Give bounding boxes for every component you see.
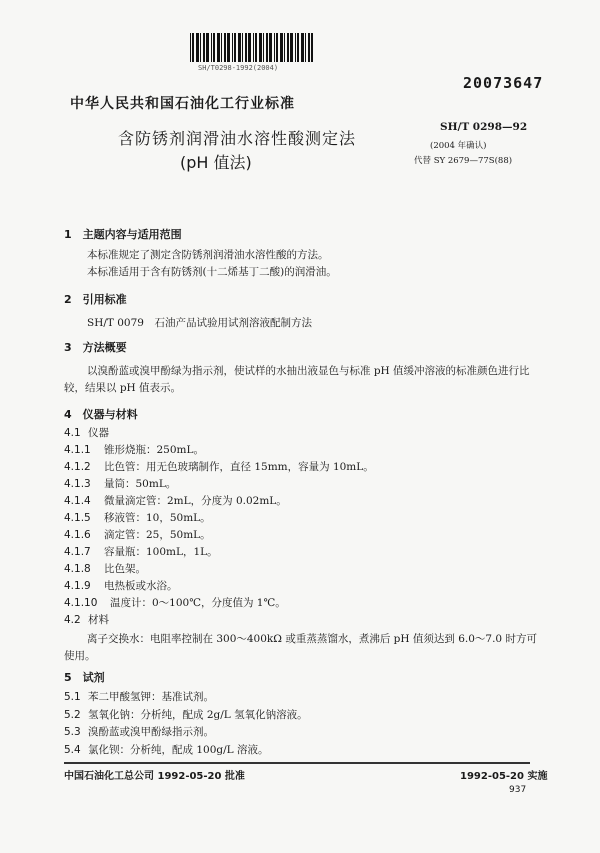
list-item bbox=[64, 743, 268, 757]
barcode-bar bbox=[280, 33, 283, 62]
item-number: 4.1.5 bbox=[64, 512, 91, 524]
list-item bbox=[64, 596, 286, 610]
section-5-heading: 5 试剂 bbox=[64, 671, 105, 684]
item-number: 4.1.1 bbox=[64, 444, 91, 456]
list-item bbox=[64, 725, 214, 739]
standard-number: SH/T 0298—92 bbox=[440, 121, 528, 133]
item-number: 4.1.10 bbox=[64, 597, 98, 609]
item-number: 4.1.7 bbox=[64, 546, 91, 558]
barcode-bar bbox=[217, 33, 220, 62]
item-number: 5.1 bbox=[64, 691, 81, 703]
barcode-bar bbox=[305, 33, 306, 62]
item-text: 锥形烧瓶：250mL。 bbox=[104, 444, 204, 456]
barcode-bar bbox=[221, 33, 222, 62]
list-item bbox=[64, 528, 211, 542]
section-1-heading: 1 主题内容与适用范围 bbox=[64, 228, 182, 241]
item-number: 5.4 bbox=[64, 743, 81, 756]
barcode-bar bbox=[206, 33, 209, 62]
item-text: 溴酚蓝或溴甲酚绿指示剂。 bbox=[88, 726, 214, 738]
item-text: 电热板或水浴。 bbox=[104, 580, 178, 592]
barcode-bar bbox=[276, 33, 278, 62]
serial-number: 20073647 bbox=[463, 74, 544, 92]
item-number: 4.1.9 bbox=[64, 580, 91, 592]
list-item bbox=[64, 494, 287, 508]
barcode-bar bbox=[255, 33, 257, 62]
item-text: 氯化钡：分析纯，配成 100g/L 溶液。 bbox=[88, 743, 269, 756]
barcode-bar bbox=[248, 33, 251, 62]
barcode-bar bbox=[227, 33, 230, 62]
section-2-heading: 2 引用标准 bbox=[64, 293, 127, 306]
barcode-bar bbox=[274, 33, 275, 62]
barcode-bar bbox=[203, 33, 205, 62]
list-item bbox=[64, 477, 176, 491]
list-item bbox=[64, 562, 146, 576]
barcode-bar bbox=[308, 33, 310, 62]
barcode-bar bbox=[213, 33, 215, 62]
list-item bbox=[64, 460, 374, 474]
barcode-bar bbox=[200, 33, 201, 62]
item-text: 滴定管：25，50mL。 bbox=[104, 529, 211, 541]
barcode-bar bbox=[245, 33, 247, 62]
item-text: 比色管：用无色玻璃制作，直径 15mm，容量为 10mL。 bbox=[104, 461, 374, 473]
paragraph: 离子交换水：电阻率控制在 300～400kΩ 或重蒸蒸馏水，煮沸后 pH 值须达到 6.0～7.0 时方可 bbox=[87, 633, 537, 645]
item-number: 5.3 bbox=[64, 726, 81, 738]
paragraph: 使用。 bbox=[64, 650, 96, 662]
list-item bbox=[64, 511, 211, 525]
page-subtitle: (pH 值法) bbox=[180, 153, 252, 172]
item-text: 量筒：50mL。 bbox=[104, 478, 177, 490]
confirmed-year: (2004 年确认) bbox=[430, 141, 487, 151]
list-item bbox=[64, 708, 308, 722]
footer-divider bbox=[64, 762, 530, 764]
barcode-bar bbox=[311, 33, 313, 62]
list-item bbox=[64, 579, 178, 593]
barcode-bar bbox=[242, 33, 243, 62]
issuing-org: 中华人民共和国石油化工行业标准 bbox=[70, 96, 295, 112]
paragraph: 以溴酚蓝或溴甲酚绿为指示剂，使试样的水抽出液显色与标准 pH 值缓冲溶液的标准颜色进行比 bbox=[87, 365, 530, 377]
barcode-bar bbox=[295, 33, 296, 62]
list-item bbox=[64, 443, 204, 457]
barcode-bar bbox=[290, 33, 293, 62]
barcode-bar bbox=[192, 33, 194, 62]
reference-item: SH/T 0079 石油产品试验用试剂溶液配制方法 bbox=[87, 317, 312, 329]
barcode-bar bbox=[224, 33, 226, 62]
item-number: 4.1.8 bbox=[64, 563, 91, 575]
barcode-bar bbox=[269, 33, 272, 62]
item-number: 4.1.6 bbox=[64, 529, 91, 541]
approval-info: 中国石油化工总公司 1992-05-20 批准 bbox=[64, 771, 245, 782]
barcode bbox=[190, 33, 313, 62]
barcode-bar bbox=[238, 33, 241, 62]
page-title: 含防锈剂润滑油水溶性酸测定法 bbox=[118, 129, 357, 148]
replaces-standard: 代替 SY 2679—77S(88) bbox=[414, 156, 513, 166]
barcode-bar bbox=[287, 33, 289, 62]
barcode-bar bbox=[266, 33, 268, 62]
item-text: 苯二甲酸氢钾：基准试剂。 bbox=[88, 691, 214, 703]
barcode-bar bbox=[211, 33, 212, 62]
item-text: 材料 bbox=[88, 614, 109, 626]
paragraph: 本标准适用于含有防锈剂(十二烯基丁二酸)的润滑油。 bbox=[87, 266, 337, 278]
barcode-bar bbox=[196, 33, 199, 62]
paragraph: 本标准规定了测定含防锈剂润滑油水溶性酸的方法。 bbox=[87, 249, 329, 261]
item-text: 氢氧化钠：分析纯，配成 2g/L 氢氧化钠溶液。 bbox=[88, 708, 308, 721]
barcode-bar bbox=[259, 33, 262, 62]
item-number: 4.1.4 bbox=[64, 495, 91, 507]
item-number: 5.2 bbox=[64, 708, 81, 721]
list-item bbox=[64, 545, 218, 559]
list-item bbox=[64, 690, 214, 704]
barcode-bar bbox=[297, 33, 299, 62]
section-3-heading: 3 方法概要 bbox=[64, 341, 127, 354]
item-number: 4.1.2 bbox=[64, 461, 91, 473]
barcode-bar bbox=[234, 33, 236, 62]
barcode-text: SH/T0298-1992(2004) bbox=[198, 64, 279, 72]
item-text: 微量滴定管：2mL，分度为 0.02mL。 bbox=[104, 495, 287, 507]
paragraph: 较，结果以 pH 值表示。 bbox=[64, 382, 182, 394]
barcode-bar bbox=[263, 33, 264, 62]
item-text: 仪器 bbox=[88, 427, 109, 439]
barcode-bar bbox=[190, 33, 191, 62]
barcode-bar bbox=[301, 33, 304, 62]
list-item bbox=[64, 426, 109, 440]
effective-date: 1992-05-20 实施 bbox=[460, 771, 548, 782]
item-text: 温度计：0～100℃，分度值为 1℃。 bbox=[110, 597, 286, 609]
item-number: 4.1 bbox=[64, 427, 81, 439]
item-text: 比色架。 bbox=[104, 563, 146, 575]
barcode-bar bbox=[253, 33, 254, 62]
barcode-bar bbox=[284, 33, 285, 62]
section-4-heading: 4 仪器与材料 bbox=[64, 408, 138, 421]
page-number: 937 bbox=[509, 785, 527, 795]
barcode-bar bbox=[232, 33, 233, 62]
item-text: 容量瓶：100mL，1L。 bbox=[104, 546, 218, 558]
list-item bbox=[64, 613, 109, 627]
item-number: 4.1.3 bbox=[64, 478, 91, 490]
item-text: 移液管：10，50mL。 bbox=[104, 512, 211, 524]
item-number: 4.2 bbox=[64, 614, 81, 626]
